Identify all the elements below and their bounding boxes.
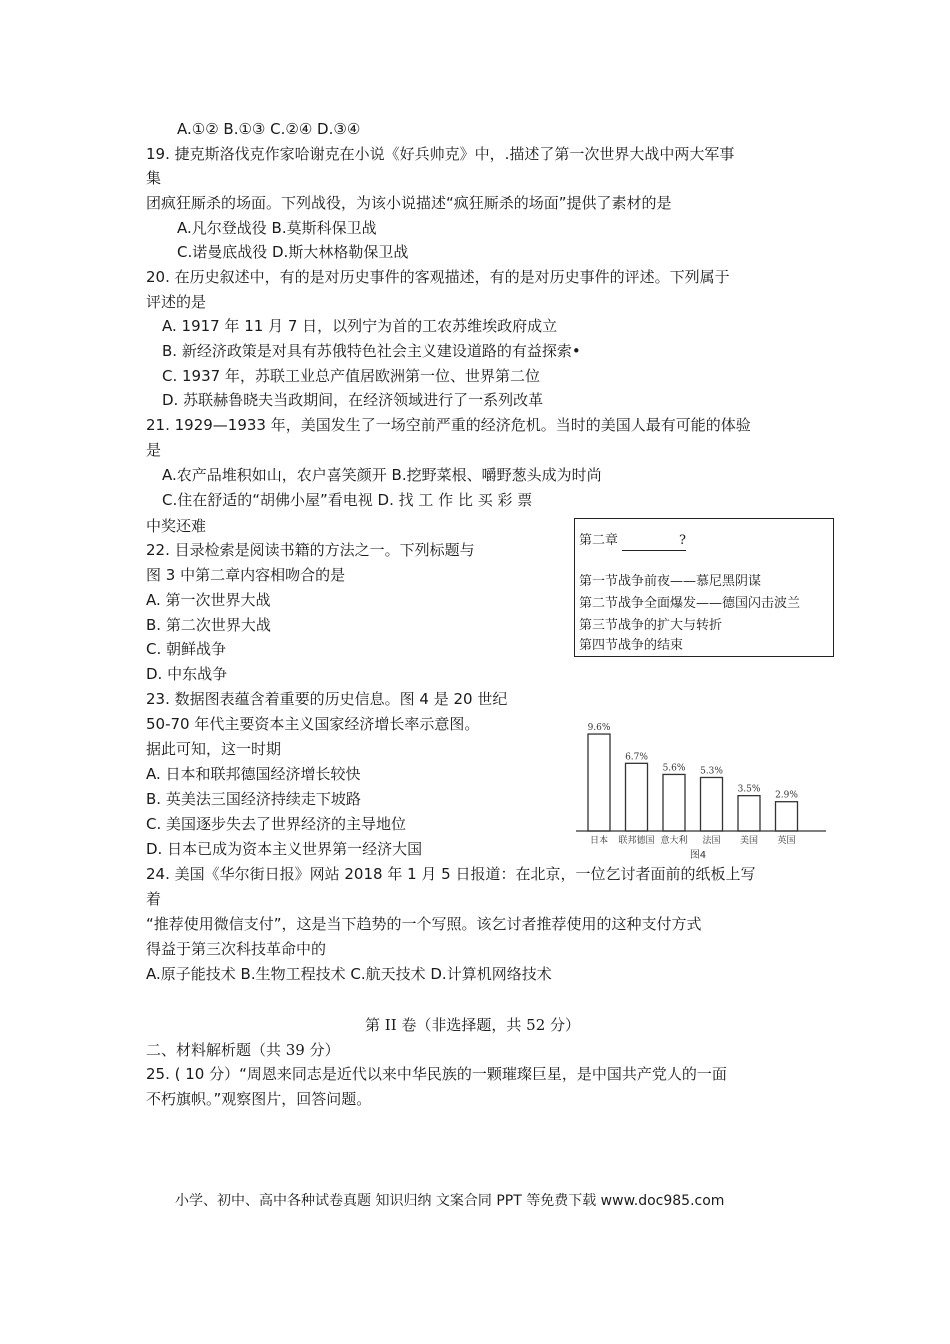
chart-category-label: 意大利 xyxy=(660,836,688,846)
chart-value-label: 5.6% xyxy=(662,763,686,774)
section-2-heading: 第 II 卷（非选择题，共 52 分） xyxy=(365,1016,581,1034)
q22-option-d: D. 中东战争 xyxy=(146,665,228,683)
q20-stem-2: 评述的是 xyxy=(146,293,207,311)
figure-4-bar-chart xyxy=(570,720,832,870)
chart-bar xyxy=(626,763,648,831)
q23-option-b: B. 英美法三国经济持续走下坡路 xyxy=(146,790,361,808)
q21-stem-1: 21. 1929—1933 年，美国发生了一场空前严重的经济危机。当时的美国人最有可能的体验 xyxy=(146,416,751,434)
q19-option-cd: C.诺曼底战役 D.斯大林格勒保卫战 xyxy=(177,243,409,261)
q23-stem-1: 23. 数据图表蕴含着重要的历史信息。图 4 是 20 世纪 xyxy=(146,690,508,708)
q24-stem-3: “推荐使用微信支付”，这是当下趋势的一个写照。该乞讨者推荐使用的这种支付方式 xyxy=(146,915,702,933)
q22-stem-1: 22. 目录检索是阅读书籍的方法之一。下列标题与 xyxy=(146,541,475,559)
chart-value-label: 2.9% xyxy=(775,790,798,801)
part-2-heading: 二、材料解析题（共 39 分） xyxy=(146,1041,340,1059)
toc-item: 第二节战争全面爆发——德国闪击波兰 xyxy=(579,596,801,611)
chart-bar xyxy=(663,774,685,831)
q20-option-b: B. 新经济政策是对具有苏俄特色社会主义建设道路的有益探索• xyxy=(162,342,581,360)
q25-stem-1: 25. ( 10 分）“周恩来同志是近代以来中华民族的一颗璀璨巨星，是中国共产党人的一面 xyxy=(146,1065,727,1083)
q24-options: A.原子能技术 B.生物工程技术 C.航天技术 D.计算机网络技术 xyxy=(146,965,552,983)
chart-bar xyxy=(701,777,723,831)
chart-category-label: 英国 xyxy=(777,836,796,846)
q23-stem-2: 50-70 年代主要资本主义国家经济增长率示意图。 xyxy=(146,715,480,733)
chart-bar xyxy=(738,796,760,831)
q19-option-ab: A.凡尔登战役 B.莫斯科保卫战 xyxy=(177,219,377,237)
toc-chapter-blank: ? xyxy=(622,532,686,551)
q23-option-d: D. 日本已成为资本主义世界第一经济大国 xyxy=(146,840,423,858)
chart-bar xyxy=(588,734,610,831)
q22-stem-2: 图 3 中第二章内容相吻合的是 xyxy=(146,566,346,584)
chart-value-label: 3.5% xyxy=(737,784,761,795)
q20-option-a: A. 1917 年 11 月 7 日，以列宁为首的工农苏维埃政府成立 xyxy=(162,317,558,335)
q20-option-c: C. 1937 年，苏联工业总产值居欧洲第一位、世界第二位 xyxy=(162,367,540,385)
q21-stem-2: 是 xyxy=(146,441,162,459)
page-footer: 小学、初中、高中各种试卷真题 知识归纳 文案合同 PPT 等免费下载 www.doc985.com xyxy=(175,1193,725,1209)
q19-stem-2: 集 xyxy=(146,169,162,187)
chart-value-label: 5.3% xyxy=(700,766,723,777)
chart-category-label: 美国 xyxy=(739,836,759,846)
q21-option-cd: C.住在舒适的“胡佛小屋”看电视 D. 找 工 作 比 买 彩 票 xyxy=(162,491,533,509)
q20-stem-1: 20. 在历史叙述中，有的是对历史事件的客观描述，有的是对历史事件的评述。下列属于 xyxy=(146,268,730,286)
chart-category-label: 联邦德国 xyxy=(618,836,655,846)
toc-chapter-heading xyxy=(579,532,686,551)
q24-stem-2: 着 xyxy=(146,890,162,908)
chart-value-label: 9.6% xyxy=(587,723,611,734)
chart-value-label: 6.7% xyxy=(625,752,648,763)
q21-option-ab: A.农产品堆积如山，农户喜笑颜开 B.挖野菜根、嚼野葱头成为时尚 xyxy=(162,466,602,484)
toc-chapter-label: 第二章 xyxy=(579,533,619,548)
q23-option-a: A. 日本和联邦德国经济增长较快 xyxy=(146,765,361,783)
chart-caption: 图4 xyxy=(689,850,707,861)
q18-options: A.①② B.①③ C.②④ D.③④ xyxy=(177,120,361,138)
toc-item: 第四节战争的结束 xyxy=(579,638,684,653)
q21-option-d-cont: 中奖还难 xyxy=(146,517,207,535)
chart-category-label: 日本 xyxy=(589,836,609,846)
toc-item: 第一节战争前夜——慕尼黑阴谋 xyxy=(579,574,762,589)
q22-option-b: B. 第二次世界大战 xyxy=(146,616,271,634)
q25-stem-2: 不朽旗帜。”观察图片，回答问题。 xyxy=(146,1090,372,1108)
chart-svg xyxy=(570,720,832,870)
q22-option-a: A. 第一次世界大战 xyxy=(146,591,271,609)
q24-stem-1: 24. 美国《华尔街日报》网站 2018 年 1 月 5 日报道：在北京，一位乞讨者面前的纸板上写 xyxy=(146,865,756,883)
q23-option-c: C. 美国逐步失去了世界经济的主导地位 xyxy=(146,815,407,833)
q22-option-c: C. 朝鲜战争 xyxy=(146,640,227,658)
q19-stem-1: 19. 捷克斯洛伐克作家哈谢克在小说《好兵帅克》中，.描述了第一次世界大战中两大军事 xyxy=(146,145,735,163)
q19-stem-3: 团疯狂厮杀的场面。下列战役，为该小说描述“疯狂厮杀的场面”提供了素材的是 xyxy=(146,194,672,212)
q20-option-d: D. 苏联赫鲁晓夫当政期间，在经济领域进行了一系列改革 xyxy=(162,391,544,409)
chart-bar xyxy=(776,802,798,831)
figure-3-table-of-contents xyxy=(574,518,834,657)
q24-stem-4: 得益于第三次科技革命中的 xyxy=(146,940,327,958)
chart-category-label: 法国 xyxy=(702,836,721,846)
toc-item: 第三节战争的扩大与转折 xyxy=(579,618,723,633)
q23-stem-3: 据此可知，这一时期 xyxy=(146,740,282,758)
